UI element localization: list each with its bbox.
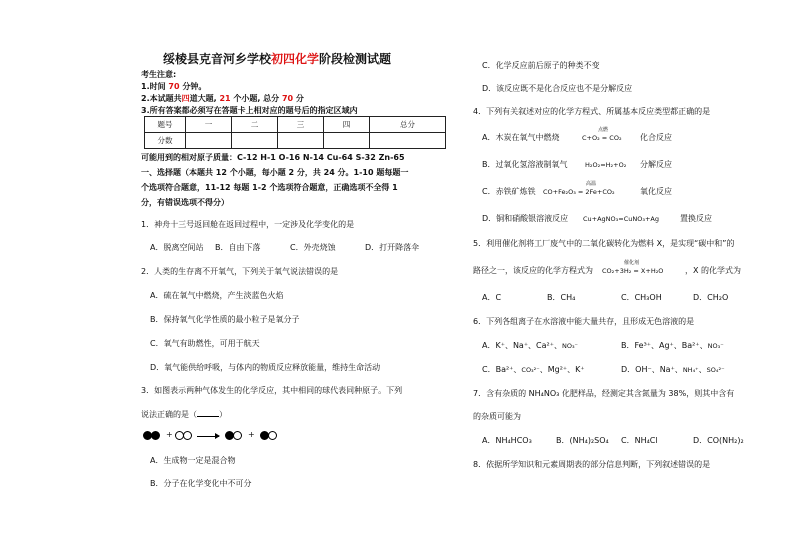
notice-structure: 2.本试题共四道大题, 21 个小题, 总分 70 分 — [141, 94, 304, 103]
score-table-score-row: 分数 — [145, 133, 446, 149]
plus-sign: + — [248, 430, 255, 439]
q5-stem-line1: 5．利用催化剂将工厂废气中的二氧化碳转化为燃料 X，是实现“碳中和”的 — [473, 239, 735, 248]
q4-a-type: 化合反应 — [640, 133, 672, 142]
q2-option-a: A．硫在氧气中燃烧，产生淡蓝色火焰 — [150, 291, 284, 300]
q7-option-d: D．CO(NH₂)₂ — [693, 436, 744, 445]
q2-option-d: D．氧气能供给呼吸，与体内的物质反应释放能量，维持生命活动 — [150, 363, 381, 372]
notice-answer-sheet: 3.所有答案都必须写在答题卡上相对应的题号后的指定区域内 — [141, 106, 358, 115]
q5-option-d: D．CH₂O — [693, 293, 729, 302]
q7-option-b: B．(NH₄)₂SO₄ — [556, 436, 609, 445]
dark-atom — [151, 431, 160, 440]
q3-option-c: C．化学反应前后原子的种类不变 — [482, 61, 600, 70]
q5-stem-line2b: ，X 的化学式为 — [685, 266, 742, 275]
light-atom — [183, 431, 192, 440]
q6-option-a: A．K⁺、Na⁺、Ca²⁺、NO₃⁻ — [482, 341, 578, 350]
q5-stem-line2a: 路径之一，该反应的化学方程式为 — [473, 266, 593, 275]
q4-option-b: B．过氧化氢溶液制氧气 — [482, 160, 568, 169]
q3-answer-blank — [197, 409, 219, 417]
q3-stem-line2: 说法正确的是（ ） — [141, 410, 227, 419]
q3-option-d: D．该反应既不是化合反应也不是分解反应 — [482, 84, 633, 93]
plus-sign: + — [166, 430, 173, 439]
q3-stem-line1: 3．如图表示两种气体发生的化学反应，其中相同的球代表同种原子。下列 — [141, 386, 403, 395]
q5-equation: CO₂+3H₂ = X+H₂O — [602, 267, 664, 275]
q4-stem: 4．下列有关叙述对应的化学方程式、所属基本反应类型都正确的是 — [473, 107, 711, 116]
light-atom — [233, 431, 242, 440]
score-table — [144, 116, 446, 149]
q1-stem: 1．神舟十三号返回舱在返回过程中，一定涉及化学变化的是 — [141, 220, 355, 229]
q2-option-b: B．保持氧气化学性质的最小粒子是氧分子 — [150, 315, 300, 324]
q5-catalyst-condition: 催化剂 — [624, 260, 640, 266]
q7-stem-line2: 的杂质可能为 — [473, 412, 521, 421]
q4-c-type: 氧化反应 — [640, 187, 672, 196]
notice-heading: 考生注意: — [141, 70, 177, 79]
q7-option-a: A．NH₄HCO₃ — [482, 436, 532, 445]
q4-d-type: 置换反应 — [680, 214, 712, 223]
section1-line1: 一、选择题（本题共 12 个小题，每小题 2 分，共 24 分。1-10 题每题一 — [141, 168, 409, 177]
q8-stem: 8．依据所学知识和元素周期表的部分信息判断，下列叙述错误的是 — [473, 460, 711, 469]
light-atom — [268, 431, 277, 440]
q4-option-a: A．木炭在氧气中燃烧 — [482, 133, 560, 142]
q6-option-d: D．OH⁻、Na⁺、NH₄⁺、SO₄²⁻ — [621, 365, 725, 374]
reaction-arrow — [197, 436, 219, 437]
q3-option-b: B．分子在化学变化中不可分 — [150, 479, 252, 488]
score-table-header-row: 题号 一 二 三 四 总分 — [145, 117, 446, 133]
q4-b-equation: H₂O₂=H₂+O₂ — [585, 161, 627, 169]
q2-option-c: C．氧气有助燃性，可用于航天 — [150, 339, 260, 348]
section1-line2: 个选项符合题意，11-12 每题 1-2 个选项符合题意，正确选项不全得 1 — [141, 183, 398, 192]
q6-option-c: C．Ba²⁺、CO₃²⁻、Mg²⁺、K⁺ — [482, 365, 585, 374]
q1-option-c: C．外壳烧蚀 — [290, 243, 336, 252]
q2-stem: 2．人类的生存离不开氧气，下列关于氧气说法错误的是 — [141, 267, 339, 276]
q4-b-type: 分解反应 — [640, 160, 672, 169]
q7-option-c: C．NH₄Cl — [621, 436, 658, 445]
q3-reaction-diagram — [143, 431, 283, 443]
q1-option-a: A．脱离空间站 — [150, 243, 204, 252]
q7-stem-line1: 7．含有杂质的 NH₄NO₃ 化肥样品，经测定其含氮量为 38%，则其中含有 — [473, 389, 735, 398]
q4-d-equation: Cu+AgNO₃=CuNO₃+Ag — [583, 215, 659, 223]
q3-option-a: A．生成物一定是混合物 — [150, 456, 236, 465]
q4-c-equation: CO+Fe₂O₃ = 2Fe+CO₂ — [543, 188, 615, 196]
q5-option-b: B．CH₄ — [547, 293, 576, 302]
q6-option-b: B．Fe³⁺、Ag⁺、Ba²⁺、NO₃⁻ — [621, 341, 724, 350]
q5-option-c: C．CH₃OH — [621, 293, 662, 302]
notice-time: 1.时间 70 分钟。 — [141, 82, 207, 91]
q4-option-c: C．赤铁矿炼铁 — [482, 187, 536, 196]
q5-option-a: A．C — [482, 293, 502, 302]
exam-title: 绥棱县克音河乡学校初四化学阶段检测试题 — [163, 52, 392, 66]
q4-c-condition: 高温 — [586, 181, 597, 187]
section1-line3: 分，有错误选项不得分） — [141, 198, 229, 207]
atomic-masses: 可能用到的相对原子质量：C-12 H-1 O-16 N-14 Cu-64 S-32 Zn-65 — [141, 153, 405, 162]
q1-option-b: B．自由下落 — [215, 243, 261, 252]
q4-a-condition: 点燃 — [598, 127, 609, 133]
q1-option-d: D．打开降落伞 — [365, 243, 420, 252]
q4-option-d: D．铜和硝酸银溶液反应 — [482, 214, 569, 223]
q6-stem: 6．下列各组离子在水溶液中能大量共存，且形成无色溶液的是 — [473, 317, 695, 326]
q4-a-equation: C+O₂ = CO₂ — [582, 134, 622, 142]
